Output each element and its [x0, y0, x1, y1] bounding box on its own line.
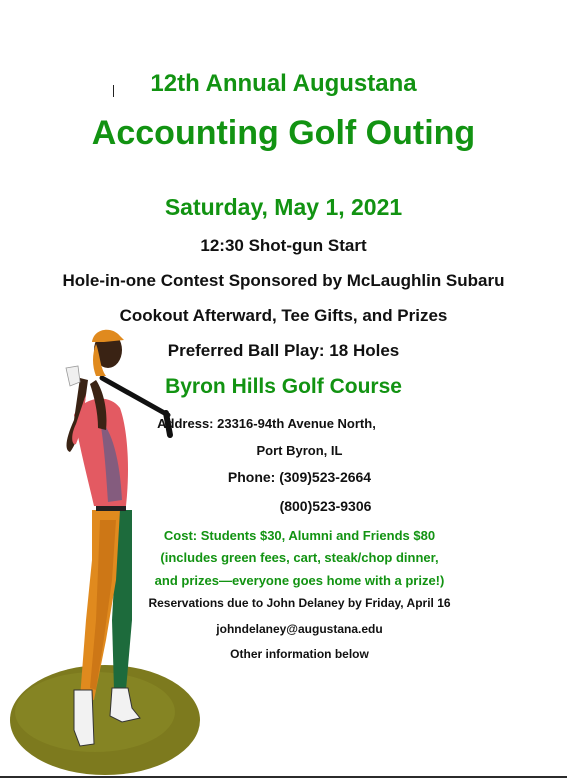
address-line-1: Address: 23316-94th Avenue North,	[157, 416, 376, 431]
event-date: Saturday, May 1, 2021	[164, 194, 403, 220]
address-line-2: Port Byron, IL	[256, 443, 343, 458]
contest-sponsor: Hole-in-one Contest Sponsored by McLaughlin Subaru	[62, 271, 505, 290]
event-subtitle: 12th Annual Augustana	[150, 70, 417, 97]
cost-line-1: Cost: Students $30, Alumni and Friends $80	[163, 528, 436, 543]
course-name: Byron Hills Golf Course	[165, 375, 402, 398]
event-extras: Cookout Afterward, Tee Gifts, and Prizes	[119, 306, 448, 325]
contact-email: johndelaney@augustana.edu	[216, 622, 383, 636]
other-info: Other information below	[230, 647, 369, 661]
golfer-shoe-front	[74, 690, 94, 746]
cost-line-3: and prizes—everyone goes home with a prize!)	[154, 573, 445, 588]
start-time: 12:30 Shot-gun Start	[200, 236, 367, 255]
phone-line-2: (800)523-9306	[279, 498, 372, 514]
page-bottom-border	[0, 776, 567, 778]
play-format: Preferred Ball Play: 18 Holes	[167, 341, 400, 360]
cost-line-2: (includes green fees, cart, steak/chop dinner,	[160, 550, 439, 565]
event-title: Accounting Golf Outing	[91, 114, 476, 152]
reservations: Reservations due to John Delaney by Friday, April 16	[148, 596, 451, 610]
phone-line-1: Phone: (309)523-2664	[227, 469, 372, 485]
